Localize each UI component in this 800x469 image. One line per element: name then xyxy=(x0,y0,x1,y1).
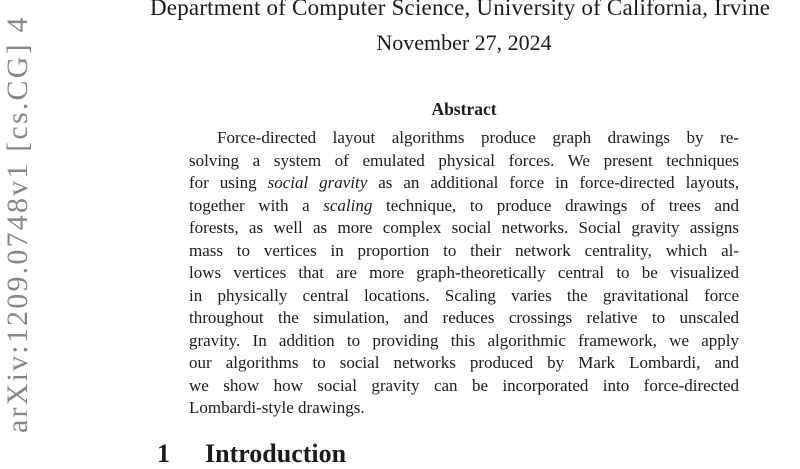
abstract-line: Force-directed layout algorithms produce graph drawings by re- xyxy=(217,128,739,147)
section-number: 1 xyxy=(157,439,170,468)
abstract-line: forests, as well as more complex social networks. Social gravity assigns xyxy=(189,218,739,237)
abstract-heading: Abstract xyxy=(431,99,497,119)
date-line: November 27, 2024 xyxy=(376,30,552,55)
section-title: Introduction xyxy=(205,439,347,468)
abstract-line: in physically central locations. Scaling varies the gravitational force xyxy=(189,285,739,305)
abstract-line: together with a scaling technique, to produce drawings of trees and xyxy=(189,195,739,215)
abstract-line: we show how social gravity can be incorporated into force-directed xyxy=(189,375,739,395)
abstract-line: solving a system of emulated physical forces. We present techniques xyxy=(189,150,739,170)
arxiv-watermark: arXiv:1209.0748v1 [cs.CG] 4 xyxy=(1,15,34,433)
affiliation-line: Department of Computer Science, University of California, Irvine xyxy=(150,0,771,20)
abstract-line: Lombardi-style drawings. xyxy=(189,398,365,417)
abstract-line: our algorithms to social networks produced by Mark Lombardi, and xyxy=(189,353,739,372)
abstract-line: mass to vertices in proportion to their network centrality, which al- xyxy=(189,240,739,260)
abstract-line: throughout the simulation, and reduces crossings relative to unscaled xyxy=(189,308,739,327)
abstract-line: gravity. In addition to providing this algorithmic framework, we apply xyxy=(189,330,739,350)
abstract-line: lows vertices that are more graph-theoretically central to be visualized xyxy=(189,263,739,282)
section-heading-introduction xyxy=(157,439,346,469)
abstract-body xyxy=(189,127,739,420)
abstract-line: for using social gravity as an additional force in force-directed layouts, xyxy=(189,173,739,192)
